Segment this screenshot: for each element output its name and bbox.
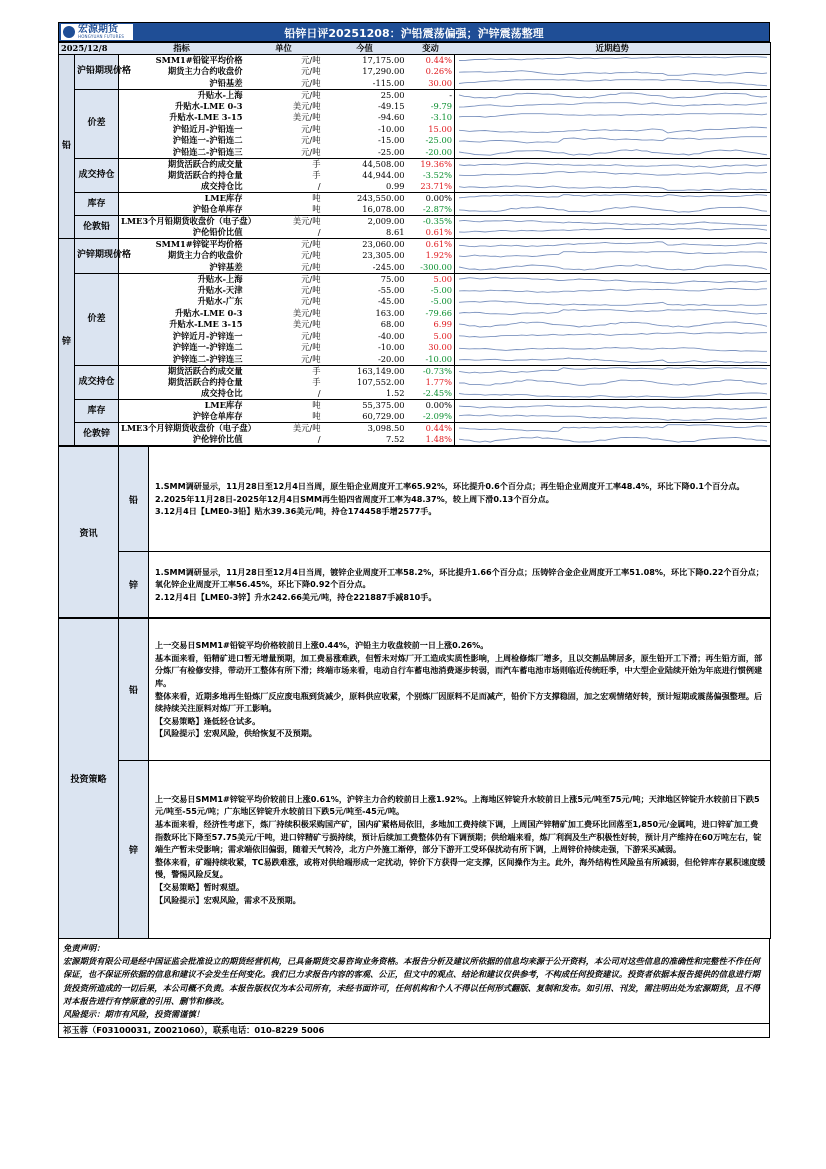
- strategy-lead-text: [149, 619, 771, 761]
- info-lead-line: 2.2025年11月28日-2025年12月4日SMM再生铅四省周度开工率为48.37%，较上周下滑0.13个百分点。: [155, 493, 554, 504]
- unit-cell: 美元/吨: [292, 307, 321, 318]
- table-row: [59, 147, 771, 159]
- trend-sparkline: [455, 101, 771, 113]
- table-row: [59, 285, 771, 297]
- group-label: 库存: [75, 400, 119, 423]
- change-cell: -300.00: [407, 262, 455, 274]
- group-label: 成交持仓: [75, 158, 119, 193]
- info-zinc-label: 锌: [119, 552, 149, 618]
- value-cell: -45.00: [377, 296, 405, 307]
- unit-cell: 吨: [312, 400, 321, 410]
- change-cell: -9.79: [430, 100, 453, 111]
- info-lead-line: 1.SMM调研显示，11月28日至12月4日当周，原生铅企业周度开工率65.92%，环比提升0.6个百分点；再生铅企业周度开工率48.4%，环比下降0.1个百分点。: [155, 481, 745, 492]
- trend-sparkline: [455, 331, 771, 343]
- unit-cell: 元/吨: [301, 330, 321, 341]
- trend-sparkline: [455, 78, 771, 90]
- strategy-lead-line: 【风险提示】宏观风险，供给恢复不及预期。: [155, 728, 317, 739]
- unit-cell: /: [245, 181, 323, 193]
- strategy-zinc-line: 【风险提示】宏观风险，需求不及预期。: [155, 894, 301, 905]
- unit-cell: 元/吨: [301, 239, 321, 249]
- unit-cell: 元/吨: [245, 262, 323, 274]
- unit-cell: 元/吨: [301, 273, 321, 284]
- unit-cell: 元/吨: [301, 66, 321, 77]
- table-row: [59, 193, 771, 205]
- metal-label: 锌: [59, 239, 75, 446]
- change-cell: -20.00: [407, 147, 455, 159]
- table-row: [59, 423, 771, 435]
- trend-sparkline: [455, 250, 771, 262]
- value-cell: 23,060.00: [362, 239, 405, 249]
- value-cell: -115.00: [323, 78, 407, 90]
- group-label: 伦敦锌: [75, 423, 119, 446]
- value-cell: 7.52: [323, 434, 407, 446]
- unit-cell: 元/吨: [301, 284, 321, 295]
- trend-sparkline: [455, 400, 771, 412]
- table-row: [59, 227, 771, 239]
- unit-cell: 元/吨: [301, 123, 321, 134]
- info-zinc-line: 2.12月4日【LME0-3锌】升水242.66美元/吨，持仓221887手减810手。: [155, 591, 437, 602]
- indicator-name: 沪锌连二-沪锌连三: [119, 354, 245, 366]
- value-cell: 2,009.00: [367, 216, 405, 226]
- table-row: [59, 250, 771, 262]
- col-value: 今值: [323, 43, 407, 55]
- value-cell: -25.00: [323, 147, 407, 159]
- col-indicator: 指标: [119, 43, 245, 55]
- change-cell: -0.73%: [422, 365, 453, 376]
- table-row: [59, 273, 771, 285]
- indicator-name: SMM1#铅锭平均价格: [155, 55, 243, 65]
- indicator-name: 沪铅近月-沪铅连一: [172, 123, 243, 134]
- trend-sparkline: [455, 273, 771, 285]
- change-cell: 1.92%: [425, 250, 453, 261]
- indicator-name: 升贴水-广东: [197, 296, 243, 307]
- value-cell: 107,552.00: [357, 376, 405, 387]
- indicator-name: 升贴水-LME 3-15: [169, 112, 243, 123]
- indicator-name: LME库存: [204, 400, 243, 410]
- strategy-lead-line: 【交易策略】逢低轻仓试多。: [155, 715, 261, 726]
- trend-sparkline: [455, 411, 771, 423]
- unit-cell: 吨: [245, 204, 323, 216]
- value-cell: 23,305.00: [362, 250, 405, 261]
- unit-cell: 吨: [312, 193, 321, 203]
- unit-cell: 手: [312, 158, 321, 169]
- strategy-zinc-line: 上一交易日SMM1#锌锭平均价较前日上涨0.61%，沪锌主力合约较前日上涨1.92%。上海地区锌锭升水较前日上涨5元/吨至75元/吨；天津地区锌锭升水较前日下跌5元/吨至-55元/吨；广东地区锌锭升水较前日下跌5元/吨至-45元/吨。: [155, 793, 760, 817]
- table-row: [59, 331, 771, 343]
- trend-sparkline: [455, 66, 771, 78]
- table-row: [59, 319, 771, 331]
- indicator-name: 升贴水-上海: [197, 273, 243, 284]
- change-cell: 5.00: [433, 273, 453, 284]
- trend-sparkline: [455, 181, 771, 193]
- trend-sparkline: [455, 296, 771, 308]
- indicator-name: 期货活跃合约持仓量: [167, 376, 243, 387]
- table-row: [59, 342, 771, 354]
- group-label: 成交持仓: [75, 365, 119, 400]
- change-cell: -2.09%: [407, 411, 455, 423]
- indicator-name: 沪锌仓单库存: [119, 411, 245, 423]
- value-cell: 60,729.00: [323, 411, 407, 423]
- value-cell: -55.00: [377, 284, 405, 295]
- info-lead-line: 3.12月4日【LME0-3铅】贴水39.36美元/吨，持仓174458手增2577手。: [155, 506, 437, 517]
- col-unit: 单位: [245, 43, 323, 55]
- trend-sparkline: [455, 204, 771, 216]
- change-cell: 1.48%: [407, 434, 455, 446]
- value-cell: 55,375.00: [362, 400, 405, 410]
- unit-cell: 元/吨: [301, 89, 321, 100]
- change-cell: -2.45%: [407, 388, 455, 400]
- change-cell: 1.77%: [425, 376, 453, 387]
- value-cell: 17,290.00: [362, 66, 405, 77]
- value-cell: 0.99: [323, 181, 407, 193]
- indicator-name: 期货活跃合约成交量: [167, 365, 243, 376]
- indicator-name: 沪伦锌价比值: [119, 434, 245, 446]
- unit-cell: /: [245, 388, 323, 400]
- indicator-name: 期货主力合约收盘价: [167, 66, 243, 77]
- value-cell: 44,944.00: [362, 169, 405, 180]
- indicator-name: LME3个月锌期货收盘价（电子盘）: [121, 423, 256, 433]
- table-row: [59, 239, 771, 251]
- report-title: 铅锌日评20251208：沪铅震荡偏强；沪锌震荡整理: [284, 27, 544, 40]
- strategy-lead-label: 铅: [119, 619, 149, 761]
- change-cell: 30.00: [407, 78, 455, 90]
- risk-warning: 风险提示：期市有风险，投资需谨慎！: [63, 1009, 205, 1020]
- trend-sparkline: [455, 354, 771, 366]
- unit-cell: 手: [312, 365, 321, 376]
- trend-sparkline: [455, 158, 771, 170]
- trend-sparkline: [455, 388, 771, 400]
- table-row: [59, 124, 771, 136]
- indicator-name: 升贴水-LME 3-15: [169, 319, 243, 330]
- unit-cell: 美元/吨: [292, 319, 321, 330]
- table-row: [59, 296, 771, 308]
- indicator-name: 升贴水-上海: [197, 89, 243, 100]
- value-cell: 3,098.50: [367, 423, 405, 433]
- trend-sparkline: [455, 377, 771, 389]
- trend-sparkline: [455, 423, 771, 435]
- column-header-row: [59, 43, 771, 55]
- indicator-name: 沪铅连二-沪铅连三: [119, 147, 245, 159]
- logo-subtext: HONGYUAN FUTURES: [78, 34, 125, 39]
- table-row: [59, 365, 771, 377]
- table-row: [59, 204, 771, 216]
- indicator-name: 期货主力合约收盘价: [167, 250, 243, 261]
- change-cell: 0.44%: [425, 55, 453, 65]
- change-cell: -3.52%: [422, 169, 453, 180]
- change-cell: 6.99: [433, 319, 453, 330]
- change-cell: 0.44%: [425, 423, 453, 433]
- change-cell: 0.00%: [425, 400, 453, 410]
- table-row: [59, 354, 771, 366]
- disclaimer: [58, 939, 770, 1024]
- change-cell: -5.00: [430, 296, 453, 307]
- table-row: [59, 170, 771, 182]
- table-row: [59, 216, 771, 228]
- change-cell: -79.66: [425, 307, 453, 318]
- indicator-name: 沪锌近月-沪锌连一: [172, 330, 243, 341]
- report-sheet: [58, 22, 770, 1038]
- unit-cell: 美元/吨: [292, 423, 321, 433]
- unit-cell: 元/吨: [245, 354, 323, 366]
- trend-sparkline: [455, 262, 771, 274]
- change-cell: -25.00: [425, 135, 453, 146]
- info-lead-text: [149, 447, 771, 552]
- trend-sparkline: [455, 239, 771, 251]
- strategy-lead-line: 上一交易日SMM1#铅锭平均价格较前日上涨0.44%，沪铅主力收盘较前一日上涨0.26%。: [155, 640, 489, 651]
- disclaimer-body: 宏源期货有限公司是经中国证监会批准设立的期货经营机构，已具备期货交易咨询业务资格。本报告分析及建议所依据的信息均来源于公开资料，本公司对这些信息的准确性和完整性不作任何保证，也不保证所依据的信息和建议不会发生任何变化。我们已力求报告内容的客观、公正，但文中的观点、结论和建议仅供参考，不构成任何投资建议。投资者依据本报告提供的信息进行期货投资所造成的一切后果，本公司概不负责。本报告版权仅为本公司所有，未经书面许可，任何机构和个人不得以任何形式翻版、复制和发布。如引用、刊发，需注明出处为宏源期货，且不得对本报告进行有悖原意的引用、删节和修改。: [63, 956, 760, 1006]
- info-lead-label: 铅: [119, 447, 149, 552]
- unit-cell: 元/吨: [301, 55, 321, 65]
- table-row: [59, 411, 771, 423]
- change-cell: -5.00: [430, 284, 453, 295]
- strategy-zinc-line: 整体来看，矿端持续收紧，TC易跌难涨，或将对供给端形成一定扰动，锌价下方获得一定支撑，区间操作为主。此外，海外结构性风险虽有所减弱，但伦锌库存累积速度缓慢，警惕风险反复。: [155, 856, 766, 880]
- change-cell: 0.61%: [407, 227, 455, 239]
- indicator-name: 沪伦铅价比值: [119, 227, 245, 239]
- unit-cell: 美元/吨: [292, 216, 321, 226]
- change-cell: -2.87%: [407, 204, 455, 216]
- indicator-name: 沪铅基差: [119, 78, 245, 90]
- trend-sparkline: [455, 285, 771, 297]
- value-cell: 17,175.00: [362, 55, 405, 65]
- trend-sparkline: [455, 434, 771, 446]
- value-cell: 243,550.00: [357, 193, 405, 203]
- report-header: [58, 22, 770, 42]
- value-cell: 44,508.00: [362, 158, 405, 169]
- trend-sparkline: [455, 308, 771, 320]
- indicator-name: 沪铅连一-沪铅连二: [172, 135, 243, 146]
- info-zinc-line: 1.SMM调研显示，11月28日至12月4日当周，镀锌企业周度开工率58.2%，环比提升1.66个百分点；压铸锌合金企业周度开工率51.08%，环比下降0.22个百分点；氧化锌企业周度开工率56.45%，环比下降0.92个百分点。: [155, 566, 764, 590]
- table-row: [59, 112, 771, 124]
- table-row: [59, 377, 771, 389]
- trend-sparkline: [455, 89, 771, 101]
- trend-sparkline: [455, 55, 771, 67]
- unit-cell: 元/吨: [245, 78, 323, 90]
- report-date: 2025/12/8: [59, 43, 119, 55]
- unit-cell: 美元/吨: [292, 100, 321, 111]
- metal-label: 铅: [59, 55, 75, 239]
- indicator-name: 升贴水-LME 0-3: [174, 307, 243, 318]
- indicator-name: 成交持仓比: [119, 181, 245, 193]
- change-cell: 19.36%: [420, 158, 453, 169]
- trend-sparkline: [455, 216, 771, 228]
- value-cell: 16,078.00: [323, 204, 407, 216]
- indicator-name: SMM1#锌锭平均价格: [155, 239, 243, 249]
- indicator-name: 沪锌基差: [119, 262, 245, 274]
- value-cell: 163,149.00: [357, 365, 405, 376]
- unit-cell: /: [245, 434, 323, 446]
- author-contact: 祁玉蓉（F03100031, Z0021060），联系电话：010-8229 5006: [58, 1024, 770, 1038]
- table-row: [59, 158, 771, 170]
- unit-cell: 元/吨: [301, 342, 321, 353]
- indicator-name: 期货活跃合约持仓量: [167, 169, 243, 180]
- value-cell: -94.60: [377, 112, 405, 123]
- strategy-table: [58, 618, 771, 939]
- data-table: [58, 42, 771, 446]
- group-label: 价差: [75, 89, 119, 158]
- table-row: [59, 135, 771, 147]
- logo-text: 宏源期货: [78, 24, 118, 35]
- trend-sparkline: [455, 319, 771, 331]
- change-cell: 0.26%: [425, 66, 453, 77]
- indicator-name: 期货活跃合约成交量: [167, 158, 243, 169]
- change-cell: -3.10: [430, 112, 453, 123]
- info-zinc-text: [149, 552, 771, 618]
- trend-sparkline: [455, 365, 771, 377]
- strategy-zinc-label: 锌: [119, 761, 149, 939]
- trend-sparkline: [455, 124, 771, 136]
- change-cell: 0.00%: [425, 193, 453, 203]
- strategy-lead-line: 基本面来看，铅精矿进口暂无增量预期，加工费易涨难跌，但暂未对炼厂开工造成实质性影响，上周检修炼厂增多，且以交割品牌居多，原生铅开工下滑；再生铅方面，部分炼厂有检修安排，带动开工整体有所下滑；终端市场来看，电动自行车蓄电池消费逐步转弱，而汽车蓄电池市场则临近传统旺季，中大型企业陆续开始为年底进行惯例建库。: [155, 652, 763, 688]
- table-row: [59, 181, 771, 193]
- table-row: [59, 55, 771, 67]
- table-row: [59, 308, 771, 320]
- strategy-zinc-text: [149, 761, 771, 939]
- value-cell: 68.00: [380, 319, 405, 330]
- indicator-name: LME库存: [204, 193, 243, 203]
- table-row: [59, 388, 771, 400]
- table-row: [59, 101, 771, 113]
- unit-cell: 元/吨: [301, 296, 321, 307]
- value-cell: -49.15: [377, 100, 405, 111]
- value-cell: 75.00: [380, 273, 405, 284]
- table-row: [59, 400, 771, 412]
- change-cell: -10.00: [407, 354, 455, 366]
- indicator-name: 沪铅仓单库存: [119, 204, 245, 216]
- value-cell: -10.00: [377, 342, 405, 353]
- trend-sparkline: [455, 147, 771, 159]
- change-cell: -: [449, 89, 453, 100]
- group-label: 伦敦铅: [75, 216, 119, 239]
- unit-cell: 吨: [245, 411, 323, 423]
- info-table: [58, 446, 771, 618]
- unit-cell: 元/吨: [301, 135, 321, 146]
- table-row: [59, 78, 771, 90]
- table-row: [59, 66, 771, 78]
- strategy-zinc-line: 基本面来看，经济性考虑下，炼厂持续积极采购国产矿，国内矿紧格局依旧，多地加工费持续下调，上周国产锌精矿加工费环比回落至1,850元/金属吨，进口锌矿加工费指数环比下降至57.75美元/干吨，进口锌精矿亏损持续，预计后续加工费整体仍有下调预期；供给端来看，炼厂利润及生产积极性好转，预计月产维持在60万吨左右，锭端生产暂未受影响；需求端依旧偏弱，随着天气转冷，北方户外施工渐停，部分下游开工受环保扰动有所下调，上周锌价持续走强，下游采买减弱。: [155, 819, 762, 855]
- indicator-name: 升贴水-LME 0-3: [174, 100, 243, 111]
- change-cell: 23.71%: [407, 181, 455, 193]
- trend-sparkline: [455, 170, 771, 182]
- value-cell: -15.00: [377, 135, 405, 146]
- unit-cell: 元/吨: [301, 250, 321, 261]
- strategy-zinc-line: 【交易策略】暂时观望。: [155, 881, 245, 892]
- value-cell: 8.61: [323, 227, 407, 239]
- unit-cell: /: [245, 227, 323, 239]
- table-row: [59, 262, 771, 274]
- trend-sparkline: [455, 342, 771, 354]
- group-label: 沪铅期现价格: [75, 55, 119, 90]
- indicator-name: 沪锌连一-沪锌连二: [172, 342, 243, 353]
- unit-cell: 手: [312, 376, 321, 387]
- trend-sparkline: [455, 112, 771, 124]
- strategy-label: 投资策略: [59, 619, 119, 939]
- value-cell: -10.00: [377, 123, 405, 134]
- group-label: 库存: [75, 193, 119, 216]
- value-cell: -20.00: [323, 354, 407, 366]
- change-cell: 30.00: [428, 342, 453, 353]
- col-change: 变动: [407, 43, 455, 55]
- group-label: 沪锌期现价格: [75, 239, 119, 274]
- table-row: [59, 89, 771, 101]
- indicator-name: LME3个月铅期货收盘价（电子盘）: [121, 216, 256, 226]
- value-cell: -245.00: [323, 262, 407, 274]
- strategy-lead-line: 整体来看，近期多地再生铅炼厂反应废电瓶到货减少，原料供应收紧，个别炼厂因原料不足而减产，铅价下方支撑稳固，加之宏观情绪好转，预计短期或震荡偏强整理。后续持续关注原料对炼厂开工影响。: [155, 690, 763, 714]
- indicator-name: 成交持仓比: [119, 388, 245, 400]
- change-cell: -0.35%: [422, 216, 453, 226]
- unit-cell: 元/吨: [245, 147, 323, 159]
- trend-sparkline: [455, 193, 771, 205]
- trend-sparkline: [455, 227, 771, 239]
- change-cell: 0.61%: [425, 239, 453, 249]
- value-cell: 163.00: [375, 307, 405, 318]
- trend-sparkline: [455, 135, 771, 147]
- disclaimer-title: 免责声明：: [63, 943, 105, 953]
- value-cell: -40.00: [377, 330, 405, 341]
- change-cell: 5.00: [433, 330, 453, 341]
- unit-cell: 美元/吨: [292, 112, 321, 123]
- col-trend: 近期趋势: [455, 43, 771, 55]
- unit-cell: 手: [312, 169, 321, 180]
- group-label: 价差: [75, 273, 119, 365]
- indicator-name: 升贴水-天津: [197, 284, 243, 295]
- value-cell: 25.00: [380, 89, 405, 100]
- value-cell: 1.52: [323, 388, 407, 400]
- table-row: [59, 434, 771, 446]
- info-label: 资讯: [59, 447, 119, 618]
- change-cell: 15.00: [428, 123, 453, 134]
